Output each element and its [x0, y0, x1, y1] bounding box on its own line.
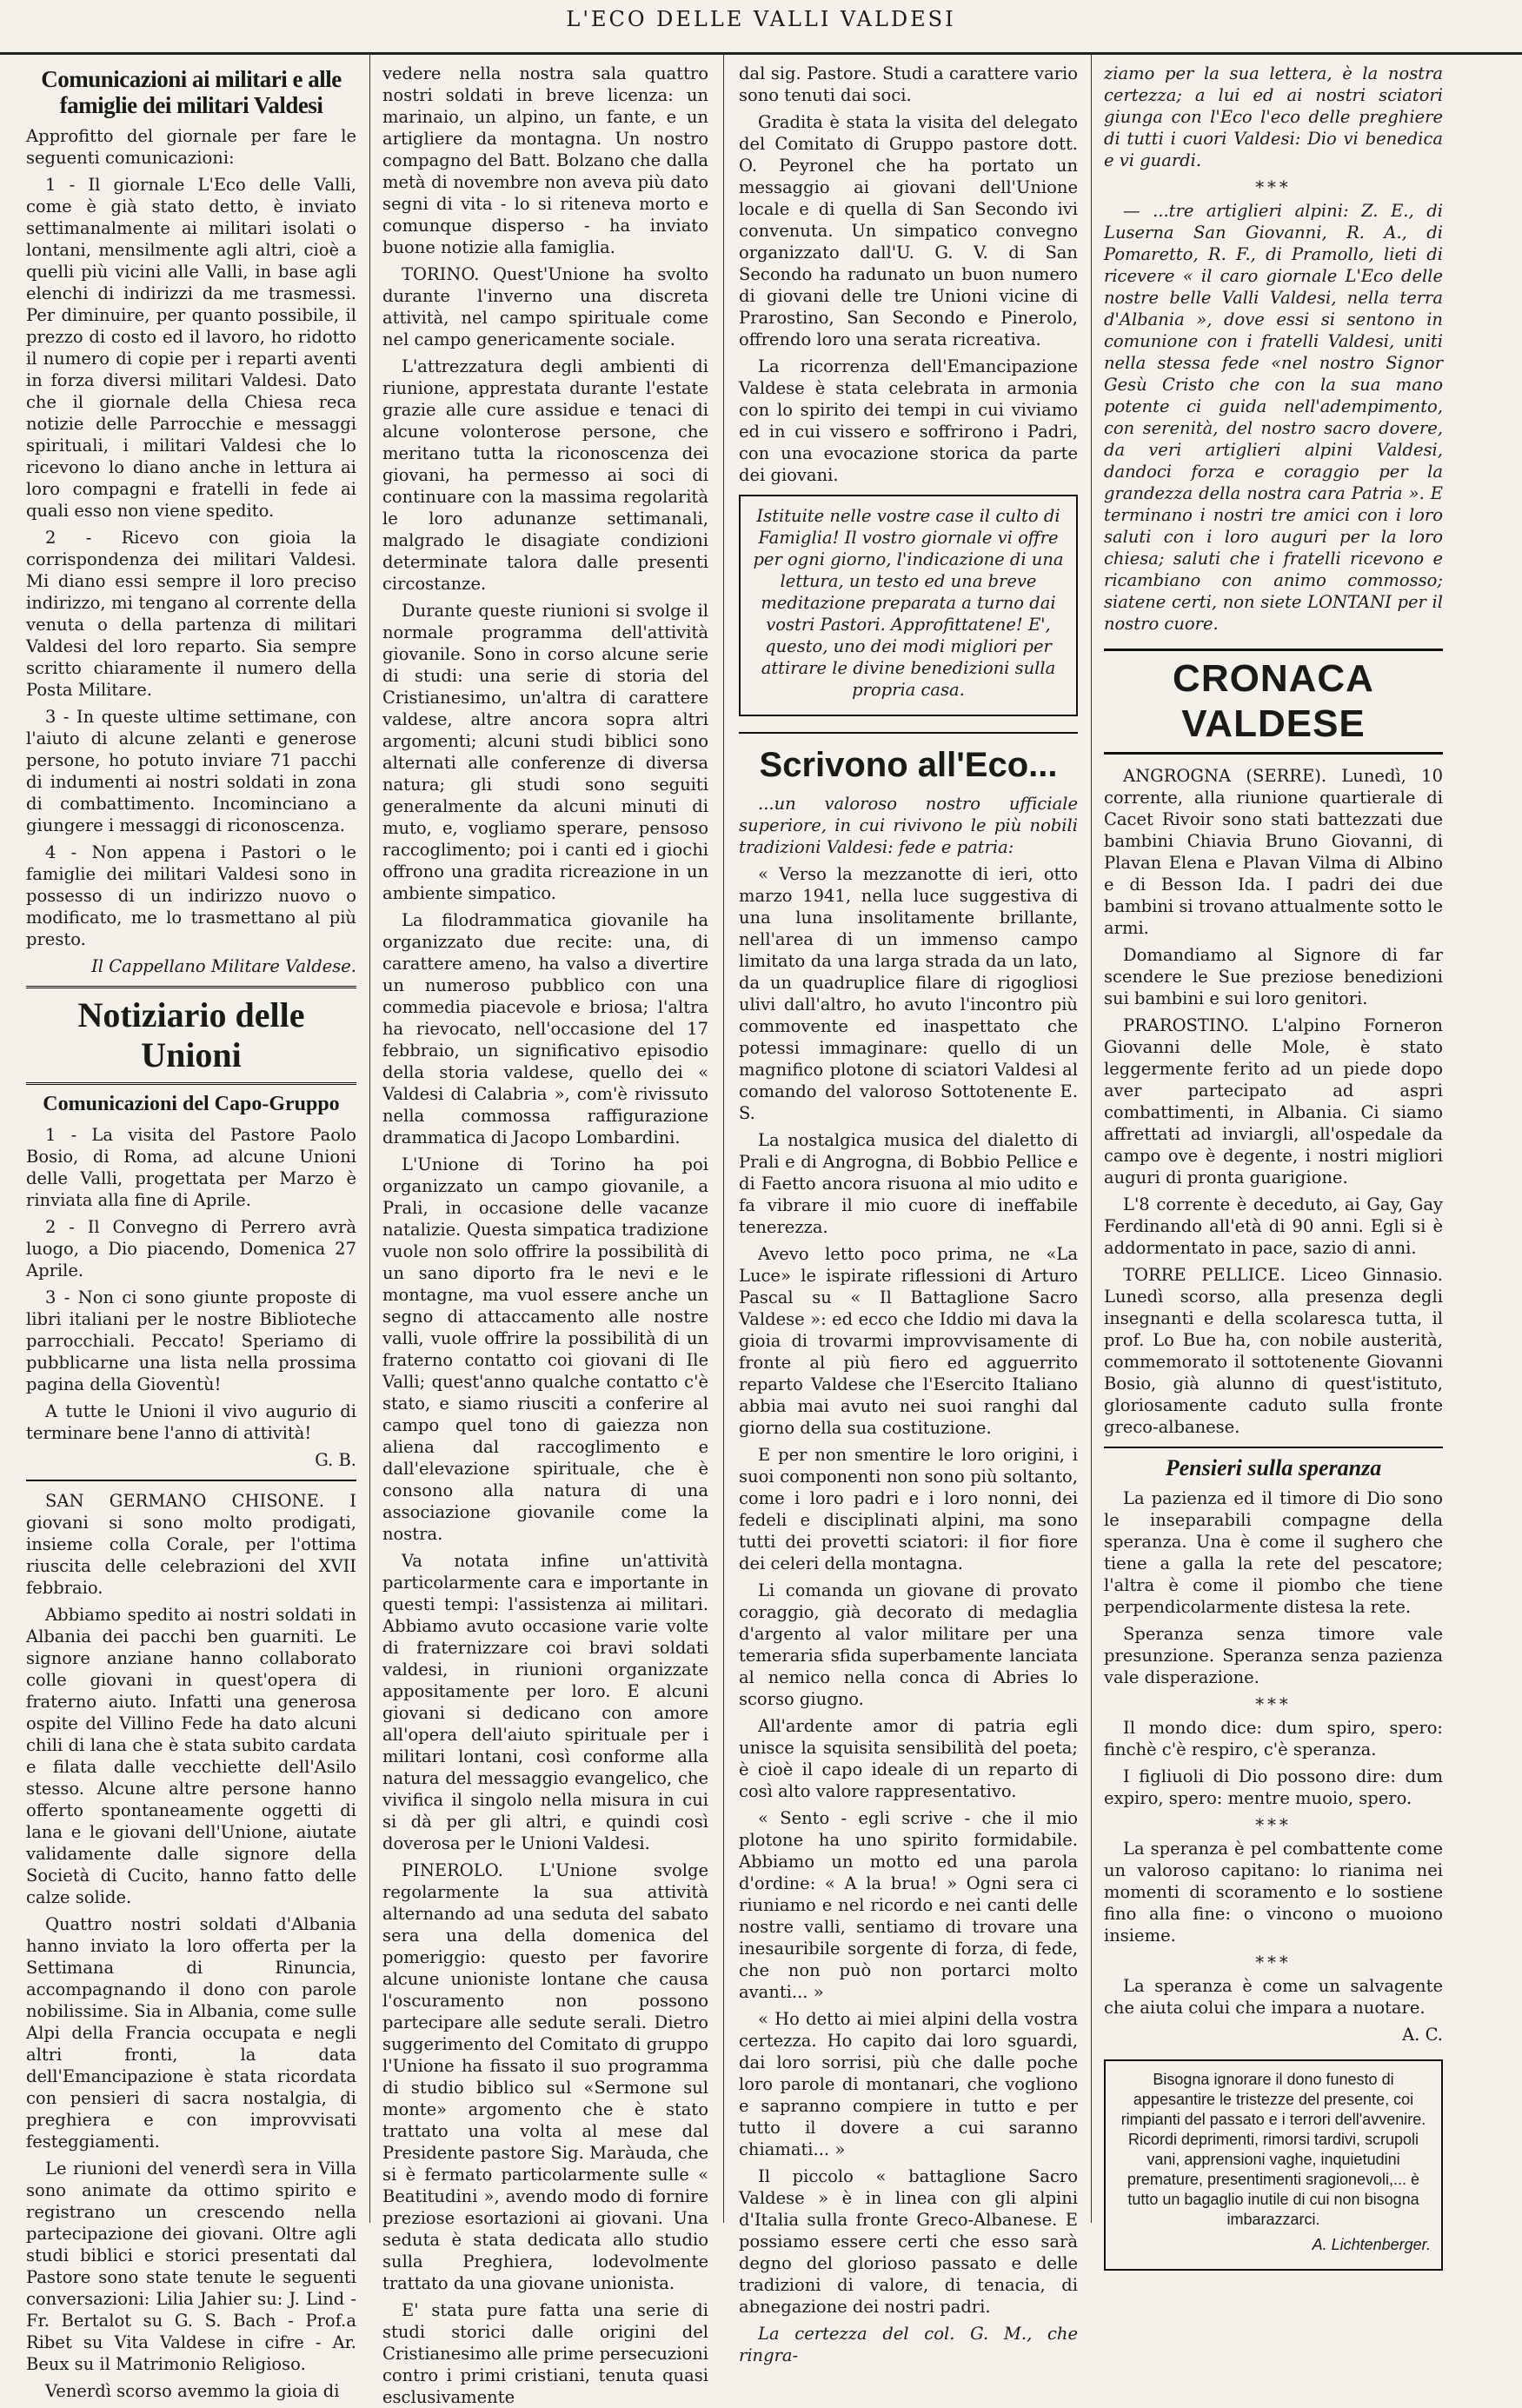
section-title: CRONACA VALDESE: [1104, 649, 1443, 755]
paragraph: L'Unione di Torino ha poi organizzato un campo giovanile, a Prali, in occasione delle vacanze natalizie. Questa simpatica tradizione vuole non solo offrire la possibilità di un sano diporto fra le nevi e le montagne, ma vuol essere anche un segno di attaccamento alle nostre valli, vuole offrire la possibilità di un fraterno contatto coi giovani di Ile Valli; quest'anno qualche contatto c'è stato, e siamo riusciti a conferire al campo quel tono di gaiezza non aliena dal raccoglimento e dall'elevazione spirituale, che è consono alla natura di una associazione giovanile come la nostra.: [382, 1154, 708, 1544]
paragraph: PINEROLO. L'Unione svolge regolarmente la sua attività alternando ad una seduta del sabato sera una della domenica del pomeriggio: questo per favorire alcune unioniste lontane che causa l'oscuramento non possono partecipare alle sedute serali. Dietro suggerimento del Comitato di gruppo l'Unione ha fissato il suo programma di studio biblico sul «Sermone sul monte» argomento che è stato trattato una volta al mese dal Presidente pastore Sig. Maràuda, che si è fermato particolarmente sulle « Beatitudini », avendo modo di fornire preziose esortazioni ai giovani. Una seduta è stata dedicata allo studio sulla Preghiera, lodevolmente trattato da una giovane unionista.: [382, 1860, 708, 2293]
paragraph: Approfitto del giornale per fare le seguenti comunicazioni:: [26, 126, 356, 168]
paragraph: Le riunioni del venerdì sera in Villa sono animate da ottimo spirito e registrano un crescendo nella partecipazione dei giovani. Oltre agli studi biblici e storici presentati dal Pastore sono state tenute le seguenti conversazioni: Lilia Jahier su: J. Lind - Fr. Bertalot su G. S. Bach - Prof.a Ribet su Vita Valdese in cifre - Ar. Beux su il Matrimonio Religioso.: [26, 2159, 356, 2374]
separator-stars: ***: [1255, 1694, 1292, 1714]
paragraph: 1 - La visita del Pastore Paolo Bosio, di Roma, ad alcune Unioni delle Valli, progettata per Marzo è rinviata alla fine di Aprile.: [26, 1125, 356, 1210]
paragraph: ANGROGNA (SERRE). Lunedì, 10 corrente, alla riunione quartierale di Cacet Rivoir sono stati battezzati due bambini Chiavia Bruno Giovanni, di Plavan Elena e Plavan Vilma di Albino e di Besson Ida. I padri dei due bambini si trovano attualmente sotto le armi.: [1104, 766, 1443, 938]
column-1: [26, 63, 356, 2401]
paragraph: Va notata infine un'attività particolarmente cara e importante in questi tempi: l'assistenza ai militari. Abbiamo avuto occasione varie volte di fraternizzare coi bravi soldati valdesi, in riunioni organizzate appositamente per loro. E alcuni giovani si dedicano con amore all'opera dell'aiuto spirituale per i militari lontani, così conforme alla natura del messaggio evangelico, che vivifica il singolo nella misura in cui si dà per gli altri, e quindi così doverosa per le Unioni Valdesi.: [382, 1551, 708, 1853]
paragraph: La ricorrenza dell'Emancipazione Valdese è stata celebrata in armonia con lo spirito dei tempi in cui viviamo ed in cui vissero e soffrirono i Padri, con una evocazione storica da parte dei giovani.: [739, 356, 1078, 485]
section-title: Notiziario delle Unioni: [26, 986, 356, 1085]
running-title: L'ECO DELLE VALLI VALDESI: [566, 7, 956, 31]
paragraph: La pazienza ed il timore di Dio sono le inseparabili compagne della speranza. Una è come il sughero che tiene a galla la rete del pescatore; l'altra è come il piombo che tiene perpendicolarmente distesa la rete.: [1104, 1488, 1443, 1617]
paragraph: Quattro nostri soldati d'Albania hanno inviato la loro offerta per la Settimana di Rinuncia, accompagnando il dono con parole nobilissime. Sia in Albania, come sulle Alpi della Francia occupata e negli altri fronti, la data dell'Emancipazione è stata ricordata con pensieri di sacra nostalgia, di preghiera e con improvvisati festeggiamenti.: [26, 1914, 356, 2152]
signature: Il Cappellano Militare Valdese.: [91, 956, 356, 976]
section-subtitle: Comunicazioni del Capo-Gruppo: [43, 1093, 340, 1115]
paragraph: PRAROSTINO. L'alpino Forneron Giovanni delle Mole, è stato leggermente ferito ad un piede dopo aver partecipato ad aspri combattimenti, in Albania. Ci siamo affrettati ad inviargli, all'ospedale da campo ove è degente, i nostri migliori auguri di pronta guarigione.: [1104, 1015, 1443, 1187]
paragraph: ziamo per la sua lettera, è la nostra certezza; a lui ed ai nostri sciatori giunga con l'Eco l'eco delle preghiere di tutti i cuori Valdesi: Dio vi benedica e vi guardi.: [1104, 63, 1443, 170]
divider: [1104, 1447, 1443, 1448]
paragraph: Durante queste riunioni si svolge il normale programma dell'attività giovanile. Sono in corso alcune serie di studi: una serie di storia del Cristianesimo, un'altra di carattere valdese, altre ancora sopra altri argomenti; alcuni studi biblici sono alternati alle conferenze di diversa natura; gli studi sono seguiti generalmente da alcuni minuti di muto, e, vogliamo sperare, pensoso raccoglimento; poi i canti ed i giochi offrono una gradita ricreazione in un ambiente simpatico.: [382, 601, 708, 903]
paragraph: Il piccolo « battaglione Sacro Valdese » è in linea con gli alpini d'Italia sulla fronte Greco-Albanese. E possiamo essere certi che esso sarà degno del glorioso passato e delle tradizioni di valore, di tenacia, di abnegazione dei nostri padri.: [739, 2166, 1078, 2317]
paragraph: 3 - Non ci sono giunte proposte di libri italiani per le nostre Biblioteche parrocchiali. Peccato! Speriamo di pubblicarne una lista nella prossima pagina della Gioventù!: [26, 1287, 356, 1394]
paragraph: Venerdì scorso avemmo la gioia di: [45, 2381, 340, 2401]
paragraph: Li comanda un giovane di provato coraggio, già decorato di medaglia d'argento al valor militare per una temeraria sfida superbamente lanciata al nemico nella conca di Abries lo scorso giugno.: [739, 1580, 1078, 1709]
paragraph: « Verso la mezzanotte di ieri, otto marzo 1941, nella luce suggestiva di una luna insolitamente brillante, nell'area di un immenso campo limitato da una larga strada da un lato, da un quadruplice filare di rigogliosi ulivi dall'altro, ho avuto l'incontro più commovente ed inaspettato che potessi immaginare: quello di un magnifico plotone di sciatori Valdesi al comando del valoroso Sottotenente E. S.: [739, 864, 1078, 1123]
paragraph: vedere nella nostra sala quattro nostri soldati in breve licenza: un marinaio, un alpino, un fante, e un artigliere da montagna. Un nostro compagno del Batt. Bolzano che dalla metà di novembre non aveva più dato segni di vita - lo si riteneva morto e comunque disperso - ha inviato buone notizie alla famiglia.: [382, 63, 708, 257]
paragraph: Il mondo dice: dum spiro, spero: finchè c'è respiro, c'è speranza.: [1104, 1718, 1443, 1759]
paragraph: TORRE PELLICE. Liceo Ginnasio. Lunedì scorso, alla presenza degli insegnanti e della scolaresca tutta, il prof. Lo Bue ha, con nobile austerità, commemorato il sottotenente Giovanni Bosio, già alunno di quest'istituto, gloriosamente caduto sulla fronte greco-albanese.: [1104, 1265, 1443, 1437]
paragraph: « Sento - egli scrive - che il mio plotone ha uno spirito formidabile. Abbiamo un motto ed una parola d'ordine: « A la brua! » Ogni sera ci riuniamo e nel ricordo e nei canti delle nostre valli, sentiamo di trovare una inesauribile sorgente di forza, di fede, che non può non portarci molto avanti... »: [739, 1808, 1078, 2002]
paragraph: — ...tre artiglieri alpini: Z. E., di Luserna San Giovanni, R. A., di Pomaretto, R. F., di Pramollo, lieti di ricevere « il caro giornale L'Eco delle nostre belle Valli Valdesi, nella terra d'Albania », dove essi si sentono in comunione con i fratelli Valdesi, uniti nella stessa fede «nel nostro Signor Gesù Cristo che con la sua mano potente ci guida nell'adempimento, con serenità, del nostro sacro dovere, da veri artiglieri alpini Valdesi, dandoci forza e coraggio per la grandezza della nostra cara Patria ». E terminano i nostri tre amici con i loro saluti con i loro auguri per la loro chiesa; saluti che i fratelli ricevono e ricambiano con animo commosso; siatene certi, non siete LONTANI per il nostro cuore.: [1104, 201, 1443, 634]
paragraph: L'attrezzatura degli ambienti di riunione, apprestata durante l'estate grazie alle cure assidue e tenaci di alcune volonterose persone, che meritano tutta la riconoscenza dei giovani, ha permesso ai soci di continuare con la massima regolarità le loro adunanze settimanali, malgrado le disagiate condizioni determinate talora dalle presenti circostanze.: [382, 356, 708, 594]
page-header: [0, 0, 1522, 55]
paragraph: 1 - Il giornale L'Eco delle Valli, come è già stato detto, è inviato settimanalmente ai militari isolati o lontani, mensilmente agli altri, cioè a quelli più vicini alle Valli, in base agli elenchi di indirizzi da me trasmessi. Per diminuire, per quanto possibile, il prezzo di costo ed il lavoro, ho ridotto il numero di copie per i reparti aventi in forza diversi militari Valdesi. Dato che il giornale della Chiesa reca notizie delle Parrocchie e messaggi spirituali, i militari Valdesi che lo ricevono lo diano anche in lettura ai loro compagni e fratelli in fede ai quali esso non viene spedito.: [26, 175, 356, 521]
paragraph: Speranza senza timore vale presunzione. Speranza senza pazienza vale disperazione.: [1104, 1624, 1443, 1687]
paragraph: I figliuoli di Dio possono dire: dum expiro, spero: mentre muoio, spero.: [1104, 1766, 1443, 1808]
paragraph: SAN GERMANO CHISONE. I giovani si sono molto prodigati, insieme colla Corale, per l'ottima riuscita delle celebrazioni del XVII febbraio.: [26, 1491, 356, 1598]
paragraph: 3 - In queste ultime settimane, con l'aiuto di alcune zelanti e generose persone, ho potuto inviare 71 pacchi di indumenti ai nostri soldati in zona di combattimento. Incominciano a giungere i messaggi di riconoscenza.: [26, 707, 356, 835]
paragraph: dal sig. Pastore. Studi a carattere vario sono tenuti dai soci.: [739, 63, 1078, 105]
column-divider: [369, 54, 370, 2223]
paragraph: Avevo letto poco prima, ne «La Luce» le ispirate riflessioni di Arturo Pascal su « Il Battaglione Sacro Valdese »: ed ecco che Iddio mi dava la gioia di trovarmi improvvisamente di fronte al più fiero ed agguerrito reparto Valdese che l'Esercito Italiano abbia mai avuto nei suoi ranghi dal giorno della sua costituzione.: [739, 1244, 1078, 1438]
paragraph: 4 - Non appena i Pastori o le famiglie dei militari Valdesi sono in possesso di un indirizzo nuovo o modificato, me lo trasmettano al più presto.: [26, 842, 356, 949]
notice-text: Istituite nelle vostre case il culto di Famiglia! Il vostro giornale vi offre per ogni giorno, l'indicazione di una lettura, un testo ed una breve meditazione preparata a turno dai vostri Pastori. Approfittatene! E', questo, uno dei modi migliori per attirare le divine benedizioni sulla propria casa.: [753, 506, 1064, 700]
paragraph: E per non smentire le loro origini, i suoi componenti non sono più soltanto, come i loro padri e i loro nonni, dei fedeli e disciplinati alpini, ma sono tutti dei provetti sciatori: il fior fiore dei celeri della montagna.: [739, 1445, 1078, 1573]
section-title: Scrivono all'Eco...: [759, 746, 1058, 784]
quote-author: A. Lichtenberger.: [1312, 2236, 1431, 2253]
paragraph: La nostalgica musica del dialetto di Prali e di Angrogna, di Bobbio Pellice e di Faetto ancora risuona al mio udito e fa vibrare il mio cuore di ineffabile tenerezza.: [739, 1130, 1078, 1237]
paragraph: ...un valoroso nostro ufficiale superiore, in cui rivivono le più nobili tradizioni Valdesi: fede e patria:: [739, 794, 1078, 857]
paragraph: La filodrammatica giovanile ha organizzato due recite: una, di carattere ameno, ha valso a divertire un numeroso pubblico con una commedia piacevole e briosa; l'altra ha rievocato, nell'occasione del 17 febbraio, un significativo episodio della storia valdese, quello dei « Valdesi di Calabria », com'è rivissuto nella commossa raffigurazione drammatica di Jacopo Lombardini.: [382, 910, 708, 1147]
notice-box: [739, 495, 1078, 716]
paragraph: La speranza è come un salvagente che aiuta colui che impara a nuotare.: [1104, 1976, 1443, 2018]
separator-stars: ***: [1255, 1815, 1292, 1835]
quote-box: [1104, 2059, 1443, 2271]
section-title: Pensieri sulla speranza: [1165, 1455, 1382, 1480]
paragraph: All'ardente amor di patria egli unisce la squisita sensibilità del poeta; è cioè il capo ideale di un reparto di così alto valore rappresentativo.: [739, 1716, 1078, 1801]
paragraph: L'8 corrente è deceduto, ai Gay, Gay Ferdinando all'età di 90 anni. Egli si è addormentato in pace, sazio di anni.: [1104, 1194, 1443, 1258]
quote-text: Bisogna ignorare il dono funesto di appesantire le tristezze del presente, coi rimpianti del passato e i terrori dell'avvenire. Ricordi deprimenti, rimorsi tardivi, scrupoli vani, apprensioni vaghe, inquietudini premature, presentimenti sragionevoli,... è tutto un bagaglio inutile di cui non bisogna imbarazzarci.: [1120, 2071, 1426, 2228]
paragraph: « Ho detto ai miei alpini della vostra certezza. Ho capito dai loro sguardi, dai loro sorrisi, più che dalle poche loro parole di montanari, che vogliono e sapranno compiere in tutto e per tutto il dovere a cui saranno chiamati... »: [739, 2009, 1078, 2159]
signature: G. B.: [315, 1450, 356, 1470]
paragraph: Domandiamo al Signore di far scendere le Sue preziose benedizioni sui bambini e sui loro genitori.: [1104, 945, 1443, 1008]
column-3: [739, 63, 1078, 2365]
divider: [739, 732, 1078, 734]
column-2: [382, 63, 708, 2407]
divider: [26, 1480, 356, 1481]
column-divider: [1091, 54, 1092, 2223]
column-divider: [723, 54, 724, 2223]
separator-stars: ***: [1255, 1952, 1292, 1972]
paragraph: A tutte le Unioni il vivo augurio di terminare bene l'anno di attività!: [26, 1401, 356, 1443]
column-4: [1104, 63, 1443, 2253]
signature: A. C.: [1402, 2025, 1443, 2045]
separator-stars: ***: [1255, 177, 1292, 197]
paragraph: Abbiamo spedito ai nostri soldati in Albania dei pacchi ben guarniti. Le signore anziane hanno collaborato colle giovani in quest'opera di fraterno aiuto. Infatti una generosa ospite del Villino Fede ha dato alcuni chili di lana che è stata subito cardata e filata dalle vecchiette dell'Asilo stesso. Alcune altre persone hanno offerto spontaneamente oggetti di lana e le giovani dell'Unione, aiutate validamente dalle signore della Società di Cucito, hanno fatto delle calze solide.: [26, 1605, 356, 1907]
paragraph: La speranza è pel combattente come un valoroso capitano: lo rianima nei momenti di scoramento e lo sostiene fino alla fine: o vincono o muoiono insieme.: [1104, 1839, 1443, 1946]
paragraph: La certezza del col. G. M., che ringra-: [739, 2324, 1078, 2365]
paragraph: TORINO. Quest'Unione ha svolto durante l'inverno una discreta attività, nel campo spirituale come nel campo genericamente sociale.: [382, 264, 708, 349]
paragraph: E' stata pure fatta una serie di studi storici dalle origini del Cristianesimo alle prime persecuzioni contro i primi cristiani, tenuta quasi esclusivamente: [382, 2300, 708, 2407]
paragraph: 2 - Il Convegno di Perrero avrà luogo, a Dio piacendo, Domenica 27 Aprile.: [26, 1217, 356, 1280]
article-title: Comunicazioni ai militari e alle famiglie dei militari Valdesi: [41, 66, 342, 118]
paragraph: Gradita è stata la visita del delegato del Comitato di Gruppo pastore dott. O. Peyronel che ha portato un messaggio ai giovani dell'Unione locale e di quella di San Secondo ivi convenuta. Un simpatico convegno organizzato dall'U. G. V. di San Secondo ha radunato un buon numero di giovani delle tre Unioni vicine di Prarostino, San Secondo e Pinerolo, offrendo loro una serata ricreativa.: [739, 112, 1078, 349]
paragraph: 2 - Ricevo con gioia la corrispondenza dei militari Valdesi. Mi diano essi sempre il loro preciso indirizzo, mi tengano al corrente della venuta o della partenza di militari Valdesi del loro reparto. Sia sempre scritto chiaramente il numero della Posta Militare.: [26, 528, 356, 700]
